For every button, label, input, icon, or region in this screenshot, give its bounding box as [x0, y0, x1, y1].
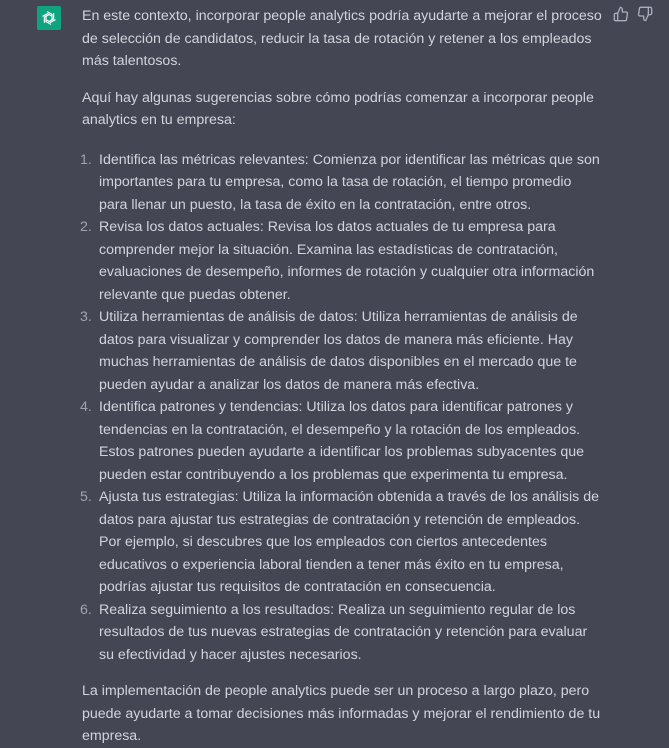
lead-paragraph: Aquí hay algunas sugerencias sobre cómo podrías comenzar a incorporar people analytics en tu empresa: — [82, 89, 594, 128]
list-item-text: Ajusta tus estrategias: Utiliza la información obtenida a través de los análisis de datos para ajustar tus estrategias de contratación y retención de empleados. Por ejemplo, si descubres que los empleados con ciertos antecedentes educativos o experiencia laboral tienden a tener más éxito en tu empresa, podrías ajustar tus requisitos de contratación en consecuencia. — [99, 489, 599, 595]
openai-logo-icon — [37, 6, 61, 30]
intro-paragraph: En este contexto, incorporar people analytics podría ayudarte a mejorar el proceso de selección de candidatos, reducir la tasa de rotación y retener a los empleados más talentosos. — [82, 8, 602, 69]
closing-paragraph: La implementación de people analytics puede ser un proceso a largo plazo, pero puede ayudarte a tomar decisiones más informadas y mejorar el rendimiento de tu empresa. — [82, 683, 601, 744]
message-content — [82, 5, 602, 748]
list-item — [82, 486, 602, 599]
list-number: 5. — [80, 489, 92, 505]
list-item-text: Identifica patrones y tendencias: Utiliza los datos para identificar patrones y tendencias en la contratación, el desempeño y la rotación de los empleados. Estos patrones pueden ayudarte a identificar los problemas subyacentes que pueden estar contribuyendo a los problemas que experimenta tu empresa. — [99, 399, 585, 483]
list-item-text: Realiza seguimiento a los resultados: Realiza un seguimiento regular de los resultados de tus nuevas estrategias de contratación y retención para evaluar su efectividad y hacer ajustes necesarios. — [99, 601, 588, 663]
list-item — [82, 396, 602, 486]
list-number: 2. — [80, 219, 92, 235]
list-item — [82, 599, 602, 667]
message-actions — [613, 6, 653, 22]
list-item-text: Identifica las métricas relevantes: Comienza por identificar las métricas que son importantes para tu empresa, como la tasa de rotación, el tiempo promedio para llenar un puesto, la tasa de éxito en la contratación, entre otros. — [99, 151, 600, 213]
list-item — [82, 306, 602, 396]
list-item — [82, 216, 602, 306]
list-number: 6. — [80, 601, 92, 618]
list-item-text: Revisa los datos actuales: Revisa los datos actuales de tu empresa para comprender mejor la situación. Examina las estadísticas de contratación, evaluaciones de desempeño, informes de rotación y cualquier otra información relevante que puedas obtener. — [99, 219, 595, 303]
list-number: 3. — [80, 309, 92, 325]
thumbs-down-icon[interactable] — [637, 6, 653, 22]
thumbs-up-icon[interactable] — [613, 6, 629, 22]
list-item-text: Utiliza herramientas de análisis de datos: Utiliza herramientas de análisis de datos para visualizar y comprender los datos de manera más eficiente. Hay muchas herramientas de análisis de datos disponibles en el mercado que te pueden ayudar a analizar los datos de manera más efectiva. — [99, 309, 578, 393]
suggestions-list — [82, 149, 602, 667]
list-number: 1. — [80, 151, 92, 168]
list-number: 4. — [80, 399, 92, 415]
list-item — [82, 149, 602, 217]
